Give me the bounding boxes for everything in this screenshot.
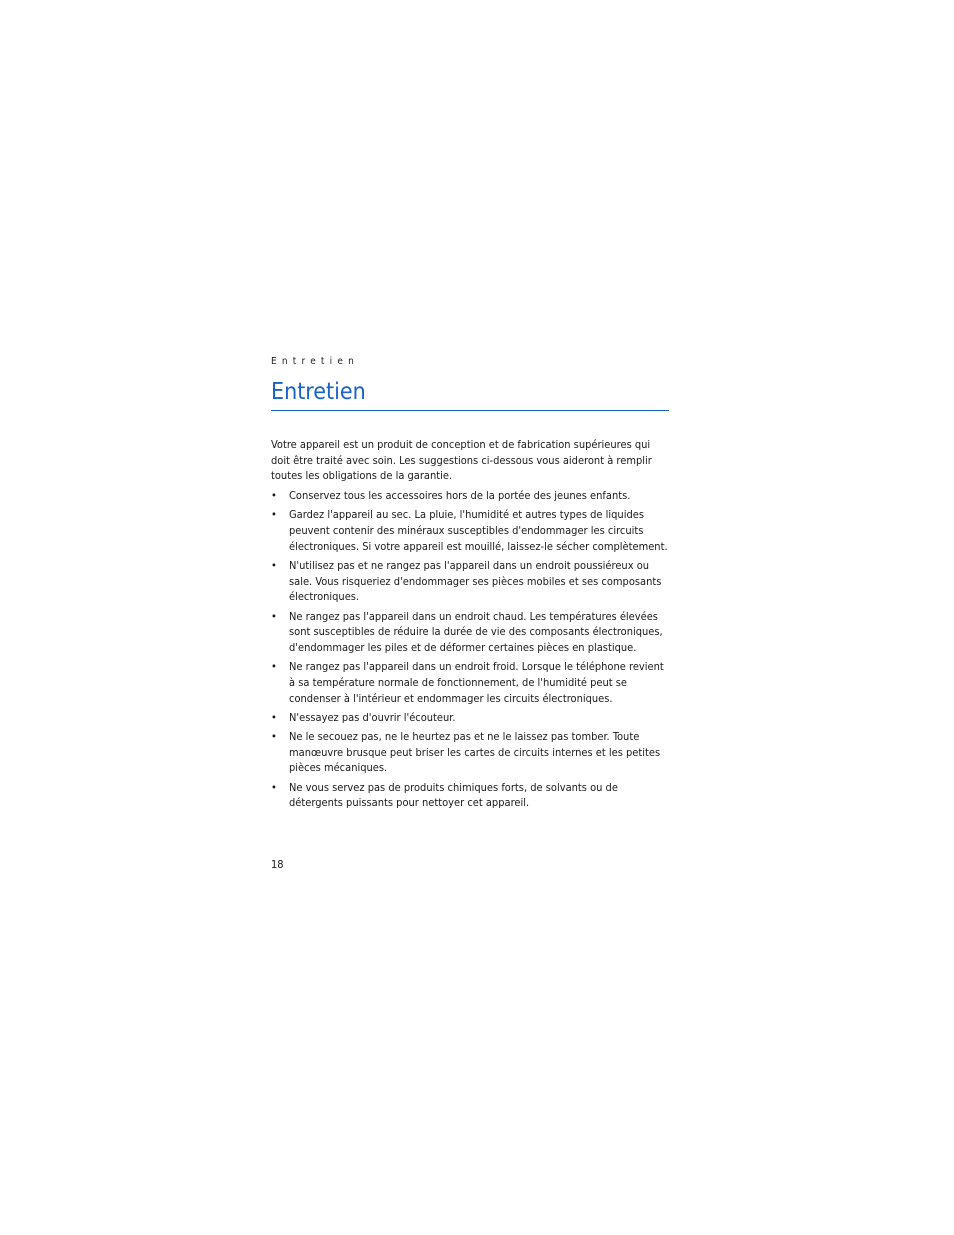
intro-paragraph: Votre appareil est un produit de conception et de fabrication supérieures qui doit être traité avec soin. Les suggestions ci-dessous vous aideront à remplir toutes les obligations de la garantie. [271, 438, 652, 483]
list-item-text: Conservez tous les accessoires hors de la portée des jeunes enfants. [289, 489, 631, 503]
bullet-icon: • [271, 780, 277, 794]
list-item [271, 729, 669, 776]
list-item [271, 488, 669, 504]
bullet-icon: • [271, 558, 277, 572]
list-item [271, 507, 669, 554]
list-item-text: Gardez l'appareil au sec. La pluie, l'humidité et autres types de liquides peuvent contenir des minéraux susceptibles d'endommager les circuits électroniques. Si votre appareil est mouillé, laissez-le sécher complètement. [289, 508, 668, 553]
page-number: 18 [271, 858, 284, 871]
list-item-text: Ne rangez pas l'appareil dans un endroit froid. Lorsque le téléphone revient à sa température normale de fonctionnement, de l'humidité peut se condenser à l'intérieur et endommager les circuits électroniques. [289, 660, 664, 705]
bullet-icon: • [271, 710, 277, 724]
care-tips-list [271, 488, 669, 811]
list-item [271, 659, 669, 706]
bullet-icon: • [271, 609, 277, 623]
list-item-text: N'essayez pas d'ouvrir l'écouteur. [289, 710, 456, 724]
list-item-text: Ne vous servez pas de produits chimiques forts, de solvants ou de détergents puissants pour nettoyer cet appareil. [289, 780, 618, 810]
list-item-text: Ne le secouez pas, ne le heurtez pas et ne le laissez pas tomber. Toute manœuvre brusque peut briser les cartes de circuits internes et les petites pièces mécaniques. [289, 729, 661, 775]
list-item [271, 558, 669, 605]
list-item-text: N'utilisez pas et ne rangez pas l'appareil dans un endroit poussiéreux ou sale. Vous risqueriez d'endommager ses pièces mobiles et ses composants électroniques. [289, 558, 662, 604]
bullet-icon: • [271, 489, 277, 503]
bullet-icon: • [271, 729, 277, 743]
list-item-text: Ne rangez pas l'appareil dans un endroit chaud. Les températures élevées sont susceptibles de réduire la durée de vie des composants électroniques, d'endommager les piles et de déformer certaines pièces en plastique. [289, 609, 663, 654]
list-item [271, 780, 669, 811]
section-title: Entretien [271, 377, 669, 411]
list-item [271, 710, 669, 726]
list-item [271, 609, 669, 656]
bullet-icon: • [271, 660, 277, 674]
bullet-icon: • [271, 508, 277, 522]
running-header: Entretien [271, 356, 359, 367]
section-body [271, 437, 669, 814]
